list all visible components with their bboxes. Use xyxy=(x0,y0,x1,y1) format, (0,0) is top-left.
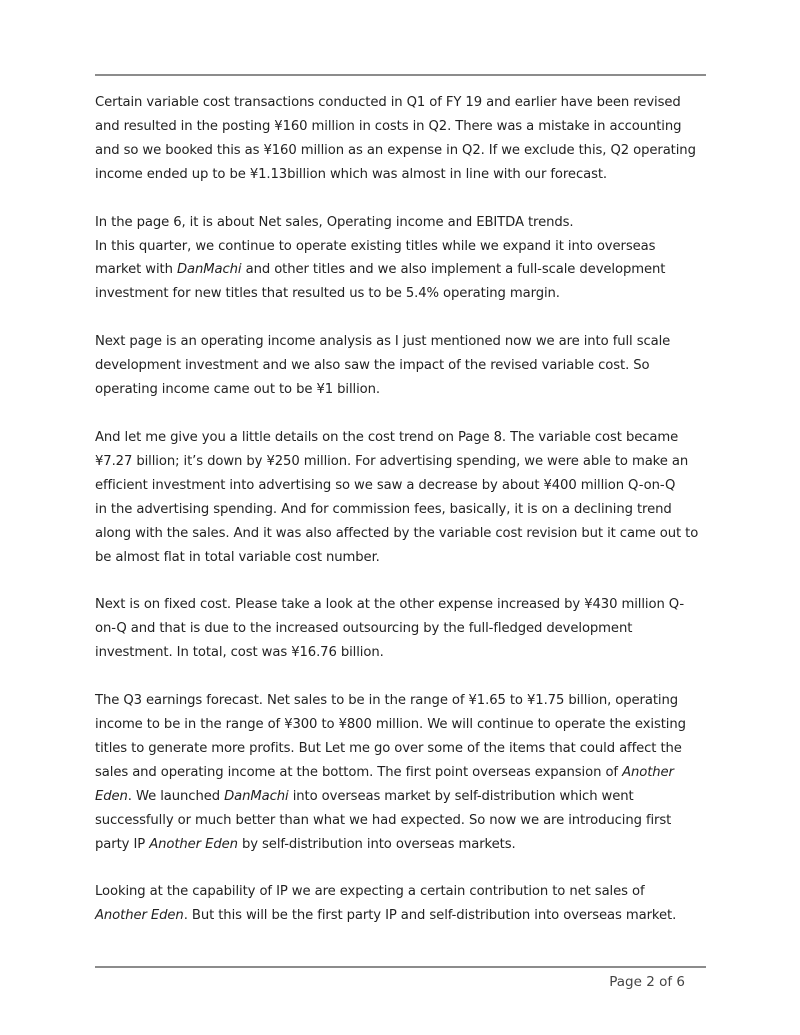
text-line xyxy=(95,354,715,378)
text-run: In this quarter, we continue to operate existing titles while we expand it into overseas xyxy=(95,238,656,254)
paragraph xyxy=(95,91,715,187)
paragraph xyxy=(95,880,715,928)
text-run: along with the sales. And it was also affected by the variable cost revision but it came out to xyxy=(95,525,699,541)
text-line xyxy=(95,593,715,617)
text-run: And let me give you a little details on the cost trend on Page 8. The variable cost became xyxy=(95,429,679,445)
italic-title-text: Eden xyxy=(95,788,128,804)
text-run: The Q3 earnings forecast. Net sales to be in the range of ¥1.65 to ¥1.75 billion, operating xyxy=(95,693,678,709)
text-line xyxy=(95,163,715,187)
text-line xyxy=(95,617,715,641)
text-line xyxy=(95,211,715,235)
text-line xyxy=(95,498,715,522)
text-line xyxy=(95,450,715,474)
document-body xyxy=(95,91,715,952)
text-run: operating income came out to be ¥1 billion. xyxy=(95,382,381,398)
text-run: income to be in the range of ¥300 to ¥800 million. We will continue to operate the existing xyxy=(95,717,686,733)
text-run: into overseas market by self-distribution which went xyxy=(288,788,634,804)
paragraph xyxy=(95,211,715,307)
italic-title-text: DanMachi xyxy=(176,262,242,278)
text-line xyxy=(95,378,715,402)
text-line xyxy=(95,761,715,785)
text-run: market with xyxy=(95,262,177,278)
text-run: Next is on fixed cost. Please take a look at the other expense increased by ¥430 million Q- xyxy=(95,597,685,613)
text-line xyxy=(95,713,715,737)
text-run: titles to generate more profits. But Let me go over some of the items that could affect the xyxy=(95,740,682,756)
text-line xyxy=(95,330,715,354)
text-line xyxy=(95,904,715,928)
text-run: on-Q and that is due to the increased outsourcing by the full-fledged development xyxy=(95,621,633,637)
text-run: be almost flat in total variable cost number. xyxy=(95,549,380,565)
italic-title-text: Another Eden xyxy=(149,836,238,852)
text-line xyxy=(95,641,715,665)
text-run: Next page is an operating income analysis as I just mentioned now we are into full scale xyxy=(95,334,671,350)
text-line xyxy=(95,282,715,306)
text-run: In the page 6, it is about Net sales, Operating income and EBITDA trends. xyxy=(95,214,574,230)
text-line xyxy=(95,737,715,761)
text-line xyxy=(95,235,715,259)
text-run: by self-distribution into overseas markets. xyxy=(237,836,516,852)
text-line xyxy=(95,833,715,857)
text-run: ¥7.27 billion; it’s down by ¥250 million. For advertising spending, we were able to make an xyxy=(95,453,689,469)
text-line xyxy=(95,426,715,450)
text-run: efficient investment into advertising so we saw a decrease by about ¥400 million Q-on-Q xyxy=(95,477,676,493)
text-line xyxy=(95,91,715,115)
page-number: Page 2 of 6 xyxy=(609,974,685,990)
text-run: . We launched xyxy=(127,788,225,804)
italic-title-text: Another xyxy=(622,764,674,780)
text-run: Certain variable cost transactions conducted in Q1 of FY 19 and earlier have been revised xyxy=(95,95,681,110)
text-run: successfully or much better than what we had expected. So now we are introducing first xyxy=(95,812,672,828)
header-divider xyxy=(95,74,706,76)
footer-divider xyxy=(95,966,706,968)
text-line xyxy=(95,809,715,833)
text-run: party IP xyxy=(95,836,150,852)
paragraph xyxy=(95,689,715,856)
text-run: income ended up to be ¥1.13billion which was almost in line with our forecast. xyxy=(95,166,608,182)
paragraph xyxy=(95,593,715,665)
text-run: and resulted in the posting ¥160 million in costs in Q2. There was a mistake in accounting xyxy=(95,118,682,134)
text-line xyxy=(95,880,715,904)
paragraph xyxy=(95,426,715,569)
text-run: and so we booked this as ¥160 million as an expense in Q2. If we exclude this, Q2 operating xyxy=(95,142,696,158)
text-run: investment for new titles that resulted us to be 5.4% operating margin. xyxy=(95,286,560,302)
text-run: and other titles and we also implement a full-scale development xyxy=(241,262,666,278)
text-line xyxy=(95,474,715,498)
text-line xyxy=(95,258,715,282)
text-run: . But this will be the first party IP and self-distribution into overseas market. xyxy=(183,908,677,924)
text-line xyxy=(95,115,715,139)
text-run: development investment and we also saw the impact of the revised variable cost. So xyxy=(95,358,650,374)
text-run: sales and operating income at the bottom. The first point overseas expansion of xyxy=(95,764,623,780)
text-run: in the advertising spending. And for commission fees, basically, it is on a declining trend xyxy=(95,501,672,517)
text-line xyxy=(95,139,715,163)
italic-title-text: DanMachi xyxy=(224,788,289,804)
paragraph xyxy=(95,330,715,402)
text-line xyxy=(95,546,715,570)
text-run: Looking at the capability of IP we are expecting a certain contribution to net sales of xyxy=(95,884,645,900)
text-line xyxy=(95,689,715,713)
italic-title-text: Another Eden xyxy=(95,908,184,924)
text-line xyxy=(95,785,715,809)
text-line xyxy=(95,522,715,546)
text-run: investment. In total, cost was ¥16.76 billion. xyxy=(95,645,384,661)
